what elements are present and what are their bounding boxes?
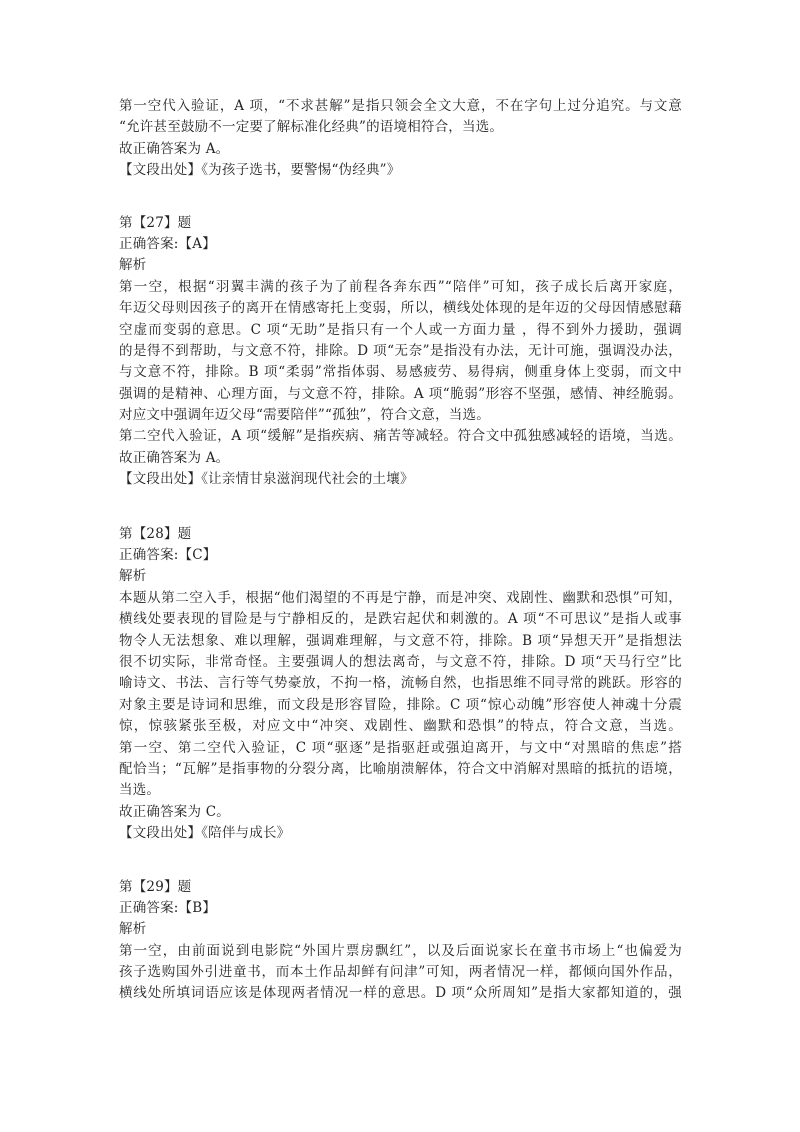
text-line: 年迈父母则因孩子的离开在情感寄托上变弱，所以，横线处体现的是年迈的父母因情感慰藉 [119, 300, 682, 317]
source-citation: 【文段出处】《为孩子选书，要警惕“伪经典”》 [119, 162, 401, 179]
analysis-label: 解析 [119, 568, 147, 585]
text-line: 配恰当；“瓦解”是指事物的分裂分离，比喻崩溃解体，符合文中消解对黑暗的抵抗的语境， [119, 760, 682, 777]
text-line: 横线处所填词语应该是体现两者情况一样的意思。D 项“众所周知”是指大家都知道的，强 [119, 985, 682, 1002]
text-line: 横线处要表现的冒险是与宁静相反的，是跌宕起伏和刺激的。A 项“不可思议”是指人或事 [119, 611, 682, 628]
intro-section [119, 96, 682, 182]
text-line: 第一空，由前面说到电影院“外国片票房飘红”，以及后面说家长在童书市场上“也偏爱为 [119, 942, 682, 959]
analysis-label: 解析 [119, 921, 147, 938]
document-body [119, 96, 682, 1005]
answer-summary: 故正确答案为 A。 [119, 449, 230, 466]
source-citation: 【文段出处】《陪伴与成长》 [119, 825, 291, 842]
source-citation: 【文段出处】《让亲情甘泉滋润现代社会的土壤》 [119, 471, 414, 488]
text-line: 第一空，根据“羽翼丰满的孩子为了前程各奔东西”“陪伴”可知，孩子成长后离开家庭， [119, 278, 682, 295]
correct-answer: 正确答案:【A】 [119, 235, 216, 252]
correct-answer: 正确答案:【B】 [119, 899, 217, 916]
text-line: 的是得不到帮助，与文意不符，排除。D 项“无奈”是指没有办法，无计可施，强调没办法， [119, 342, 682, 359]
analysis-label: 解析 [119, 257, 147, 274]
text-line: 对象主要是诗词和思维，而文段是形容冒险，排除。C 项“惊心动魄”形容使人神魂十分震 [119, 696, 682, 713]
text-line: 喻诗文、书法、言行等气势豪放，不拘一格，流畅自然，也指思维不同寻常的跳跃。形容的 [119, 675, 682, 692]
text-line: 很不切实际，非常奇怪。主要强调人的想法离奇，与文意不符，排除。D 项“天马行空”比 [119, 653, 682, 670]
text-line: 本题从第二空入手，根据“他们渴望的不再是宁静，而是冲突、戏剧性、幽默和恐惧”可知， [119, 589, 682, 606]
text-line: 惊，惊骇紧张至极，对应文中“冲突、戏剧性、幽默和恐惧”的特点，符合文意，当选。 [119, 718, 682, 735]
text-line: 强调的是精神、心理方面，与文意不符，排除。A 项“脆弱”形容不坚强，感情、神经脆弱。 [119, 385, 682, 402]
text-line: 第一空代入验证，A 项，“不求甚解”是指只领会全文大意，不在字句上过分追究。与文意 [119, 98, 682, 114]
correct-answer: 正确答案:【C】 [119, 547, 217, 564]
text-line: 空虚而变弱的意思。C 项“无助”是指只有一个人或一方面力量 ，得不到外力援助，强调 [119, 321, 682, 338]
text-line: 当选。 [119, 782, 161, 799]
question-title: 第【29】题 [119, 878, 192, 895]
text-line: 第一空、第二空代入验证，C 项“驱逐”是指驱赶或强迫离开，与文中“对黑暗的焦虑”搭 [119, 739, 682, 756]
question-28-section [119, 524, 682, 845]
text-line: 物令人无法想象、难以理解，强调难理解，与文意不符，排除。B 项“异想天开”是指想法 [119, 632, 682, 649]
question-29-section [119, 877, 682, 1005]
question-title: 第【28】题 [119, 525, 192, 542]
question-title: 第【27】题 [119, 214, 192, 231]
text-line: 与文意不符，排除。B 项“柔弱”常指体弱、易感疲劳、易得病，侧重身体上变弱，而文中 [119, 364, 682, 381]
text-line: “允许甚至鼓励不一定要了解标准化经典”的语境相符合，当选。 [119, 119, 504, 136]
answer-summary: 故正确答案为 A。 [119, 140, 230, 157]
text-line: 孩子选购国外引进童书，而本土作品却鲜有问津”可知，两者情况一样，都倾向国外作品， [119, 964, 682, 981]
text-line: 第二空代入验证，A 项“缓解”是指疾病、痛苦等减轻。符合文中孤独感减轻的语境，当选。 [119, 428, 682, 445]
question-27-section [119, 213, 682, 491]
text-line: 对应文中强调年迈父母“需要陪伴”“孤独”，符合文意，当选。 [119, 407, 490, 424]
answer-summary: 故正确答案为 C。 [119, 803, 230, 820]
